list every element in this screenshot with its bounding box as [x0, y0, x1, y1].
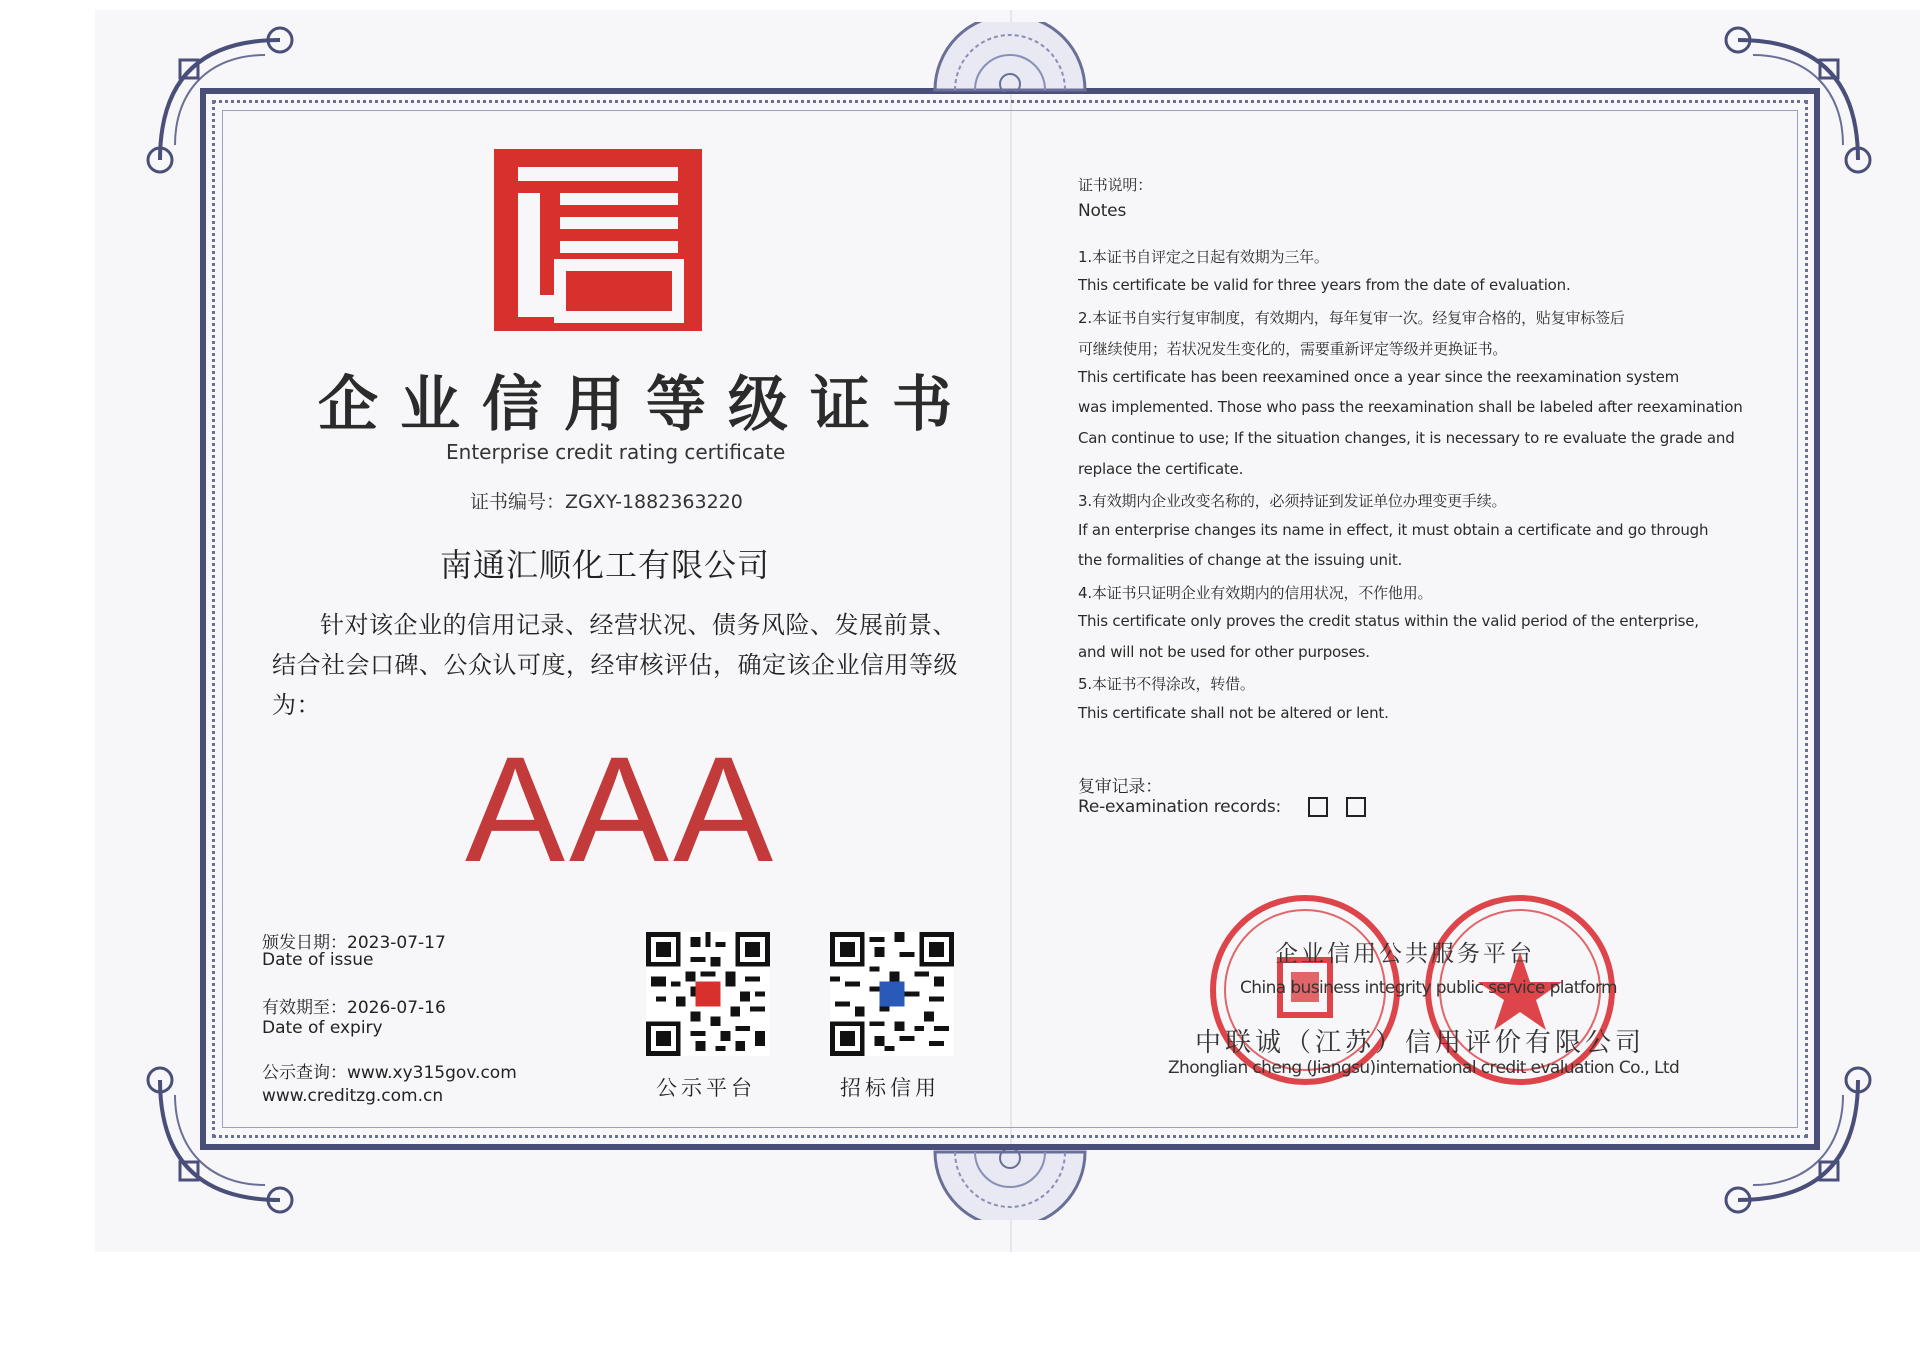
- issue-date-cn: 颁发日期：2023-07-17: [262, 933, 446, 953]
- rating-description: 针对该企业的信用记录、经营状况、债务风险、发展前景、结合社会口碑、公众认可度，经审核评估，确定该企业信用等级为：: [272, 611, 958, 719]
- issuer-org-en: Zhonglian cheng (Jiangsu)international credit evaluation Co., Ltd: [1168, 1058, 1680, 1078]
- issuer-org-cn: 中联诚（江苏）信用评价有限公司: [1195, 1028, 1646, 1058]
- company-name: 南通汇顺化工有限公司: [440, 546, 771, 584]
- certificate-number: 证书编号：ZGXY-1882363220: [470, 491, 743, 513]
- issuer-platform-cn: 企业信用公共服务平台: [1275, 941, 1535, 967]
- notes-heading-cn: 证书说明：: [1078, 176, 1153, 194]
- certificate-title-en: Enterprise credit rating certificate: [446, 440, 786, 464]
- expiry-date-en: Date of expiry: [262, 1018, 383, 1038]
- notes-line: 5.本证书不得涂改，转借。: [1078, 675, 1255, 693]
- notes-line: 1.本证书自评定之日起有效期为三年。: [1078, 248, 1329, 266]
- notes-line: was implemented. Those who pass the reexamination shall be labeled after reexamination: [1078, 398, 1743, 416]
- reexam-record-box-2: [1346, 797, 1366, 817]
- corner-ornament-bottom-left: [140, 1060, 300, 1220]
- reexam-record-box-1: [1308, 797, 1328, 817]
- certificate-title-cn: 企业信用等级证书: [318, 370, 974, 440]
- notes-line: Can continue to use; If the situation changes, it is necessary to re evaluate the grade and: [1078, 429, 1735, 447]
- notes-line: the formalities of change at the issuing unit.: [1078, 551, 1403, 569]
- qr-right-label: 招标信用: [840, 1076, 940, 1100]
- notes-line: If an enterprise changes its name in effect, it must obtain a certificate and go through: [1078, 521, 1709, 539]
- credit-logo-icon: [490, 145, 706, 335]
- qr-code-icon[interactable]: [830, 932, 954, 1056]
- reexam-heading-en: Re-examination records:: [1078, 797, 1282, 817]
- query-website-1: 公示查询：www.xy315gov.com: [262, 1063, 517, 1083]
- notes-line: This certificate has been reexamined once a year since the reexamination system: [1078, 368, 1680, 386]
- bottom-medallion-ornament: [930, 1150, 1090, 1220]
- notes-line: 2.本证书自实行复审制度，有效期内，每年复审一次。经复审合格的，贴复审标签后: [1078, 309, 1625, 327]
- reexam-heading-cn: 复审记录：: [1078, 777, 1162, 797]
- qr-code-icon[interactable]: [646, 932, 770, 1056]
- credit-grade: AAA: [465, 725, 778, 893]
- notes-line: 可继续使用；若状况发生变化的，需要重新评定等级并更换证书。: [1078, 340, 1508, 358]
- expiry-date-cn: 有效期至：2026-07-16: [262, 998, 446, 1018]
- corner-ornament-top-right: [1718, 20, 1878, 180]
- corner-ornament-bottom-right: [1718, 1060, 1878, 1220]
- query-website-2: www.creditzg.com.cn: [262, 1086, 444, 1106]
- corner-ornament-top-left: [140, 20, 300, 180]
- notes-line: 3.有效期内企业改变名称的，必须持证到发证单位办理变更手续。: [1078, 492, 1507, 510]
- notes-line: This certificate be valid for three years from the date of evaluation.: [1078, 276, 1571, 294]
- notes-heading-en: Notes: [1078, 201, 1127, 221]
- issuer-platform-en: China business integrity public service platform: [1240, 978, 1618, 998]
- notes-line: and will not be used for other purposes.: [1078, 643, 1370, 661]
- notes-line: 4.本证书只证明企业有效期内的信用状况，不作他用。: [1078, 584, 1433, 602]
- notes-line: replace the certificate.: [1078, 460, 1244, 478]
- issue-date-en: Date of issue: [262, 950, 374, 970]
- qr-left-label: 公示平台: [656, 1076, 756, 1100]
- notes-line: This certificate only proves the credit status within the valid period of the enterprise,: [1078, 612, 1699, 630]
- notes-line: This certificate shall not be altered or lent.: [1078, 704, 1389, 722]
- top-medallion-ornament: [930, 22, 1090, 92]
